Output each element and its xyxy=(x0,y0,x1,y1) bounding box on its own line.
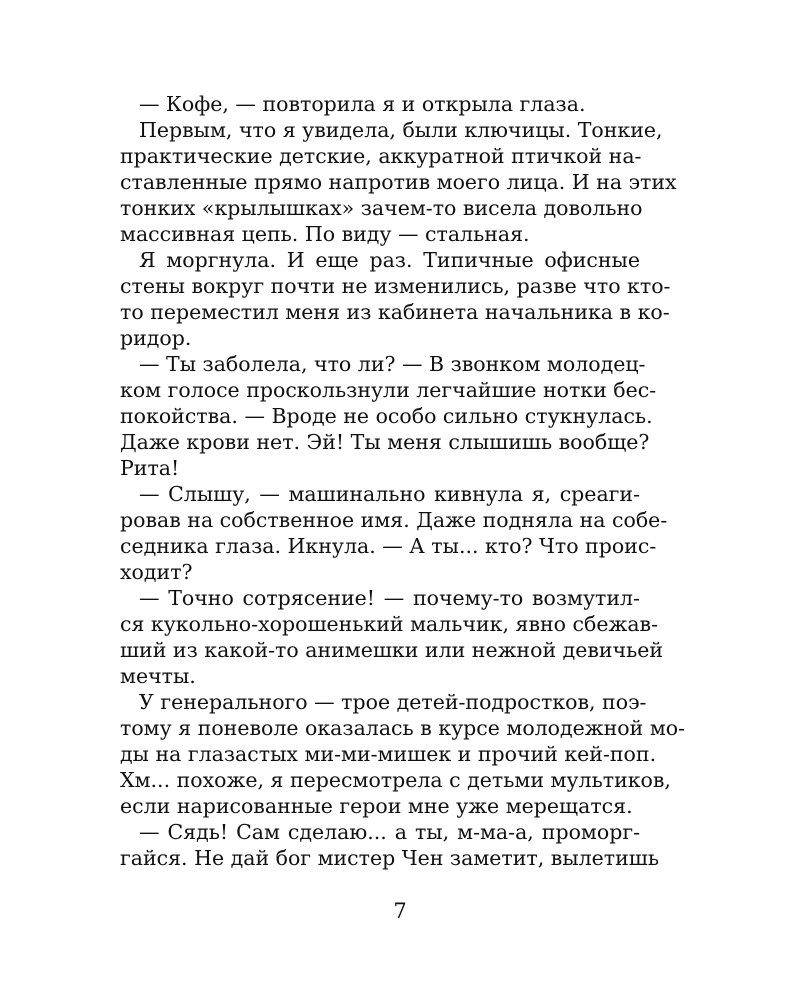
text-line: покойства. — Вроде не особо сильно стукнулась. xyxy=(120,404,653,428)
text-line: ровав на собственное имя. Даже подняла на собе- xyxy=(120,508,668,532)
text-line: — Сядь! Сам сделаю... а ты, м-ма-а, проморг- xyxy=(139,820,640,844)
text-line: массивная цепь. По виду — стальная. xyxy=(120,222,530,246)
text-line: мечты. xyxy=(120,664,196,688)
text-line: — Ты заболела, что ли? — В звонком молодец- xyxy=(139,352,646,376)
text-line: Хм... похоже, я пересмотрела с детьми мультиков, xyxy=(120,768,671,792)
text-line: тонких «крылышках» зачем-то висела довольно xyxy=(120,196,643,220)
text-line: — Кофе, — повторила я и открыла глаза. xyxy=(139,92,586,116)
text-line: ком голосе проскользнули легчайшие нотки бес- xyxy=(120,378,657,402)
text-line: Рита! xyxy=(120,456,180,480)
text-line: ходит? xyxy=(120,560,193,584)
text-line: — Слышу, — машинально кивнула я, среаги- xyxy=(139,482,640,506)
text-line: тому я поневоле оказалась в курсе молодежной мо- xyxy=(120,716,686,740)
text-line: Даже крови нет. Эй! Ты меня слышишь вообще? xyxy=(120,430,650,454)
text-line: ставленные прямо напротив моего лица. И на этих xyxy=(120,170,677,194)
text-line: У генерального — трое детей-подростков, поэ- xyxy=(139,690,647,714)
text-line: то переместил меня из кабинета начальника в ко- xyxy=(120,300,670,324)
text-line: седника глаза. Икнула. — А ты... кто? Что проис- xyxy=(120,534,657,558)
text-line: стены вокруг почти не изменились, разве что кто- xyxy=(120,274,671,298)
text-line: ся кукольно-хорошенький мальчик, явно сбежав- xyxy=(120,612,659,636)
text-line: ший из какой-то анимешки или нежной девичьей xyxy=(120,638,664,662)
text-line: если нарисованные герои мне уже мерещатся. xyxy=(120,794,633,818)
page-number: 7 xyxy=(393,899,407,923)
text-line: Я моргнула. И еще раз. Типичные офисные xyxy=(139,248,640,272)
text-line: Первым, что я увидела, были ключицы. Тонкие, xyxy=(139,118,663,142)
text-line: ды на глазастых ми-ми-мишек и прочий кей-поп. xyxy=(120,742,657,766)
text-line: практические детские, аккуратной птичкой на- xyxy=(120,144,642,168)
text-line: ридор. xyxy=(120,326,192,350)
text-line: — Точно сотрясение! — почему-то возмутил- xyxy=(139,586,640,610)
text-line: гайся. Не дай бог мистер Чен заметит, вылетишь xyxy=(120,846,660,870)
